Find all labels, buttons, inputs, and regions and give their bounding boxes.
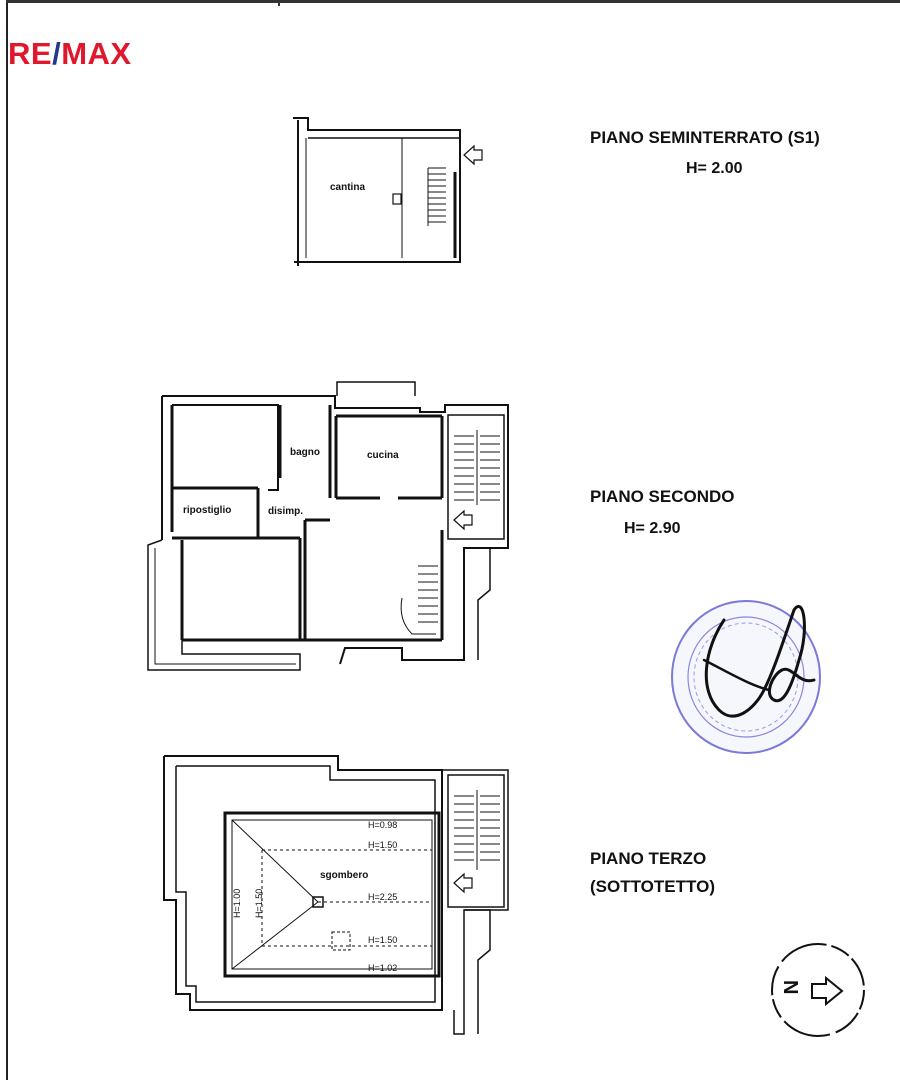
north-arrow-icon xyxy=(768,940,868,1040)
room-label-cucina: cucina xyxy=(367,450,399,461)
room-label-ripostiglio: ripostiglio xyxy=(183,505,232,516)
height-label-2: H=1.50 xyxy=(368,840,398,850)
height-label-1: H=0.98 xyxy=(368,820,398,830)
remax-logo: RE/MAX xyxy=(8,36,132,71)
room-label-bagno: bagno xyxy=(290,447,320,458)
room-label-disimp: disimp. xyxy=(268,506,304,517)
professional-stamp xyxy=(664,590,824,760)
third-floor-subtitle: (SOTTOTETTO) xyxy=(590,877,715,896)
third-floor-title: PIANO TERZO xyxy=(590,849,707,868)
second-floor-height: H= 2.90 xyxy=(624,520,681,537)
height-label-v2: H=1.50 xyxy=(254,888,264,918)
basement-title: PIANO SEMINTERRATO (S1) xyxy=(590,128,820,147)
height-label-v1: H=1.00 xyxy=(232,888,242,918)
basement-plan xyxy=(293,118,482,266)
second-floor-plan xyxy=(148,382,508,670)
basement-height: H= 2.00 xyxy=(686,160,743,177)
room-label-sgombero: sgombero xyxy=(320,870,369,881)
height-label-5: H=1.02 xyxy=(368,963,398,973)
height-label-4: H=1.50 xyxy=(368,935,398,945)
room-label-cantina: cantina xyxy=(330,182,366,193)
second-floor-title: PIANO SECONDO xyxy=(590,487,735,506)
third-floor-plan xyxy=(164,756,508,1034)
north-label: N xyxy=(779,980,801,995)
height-label-3: H=2.25 xyxy=(368,892,398,902)
